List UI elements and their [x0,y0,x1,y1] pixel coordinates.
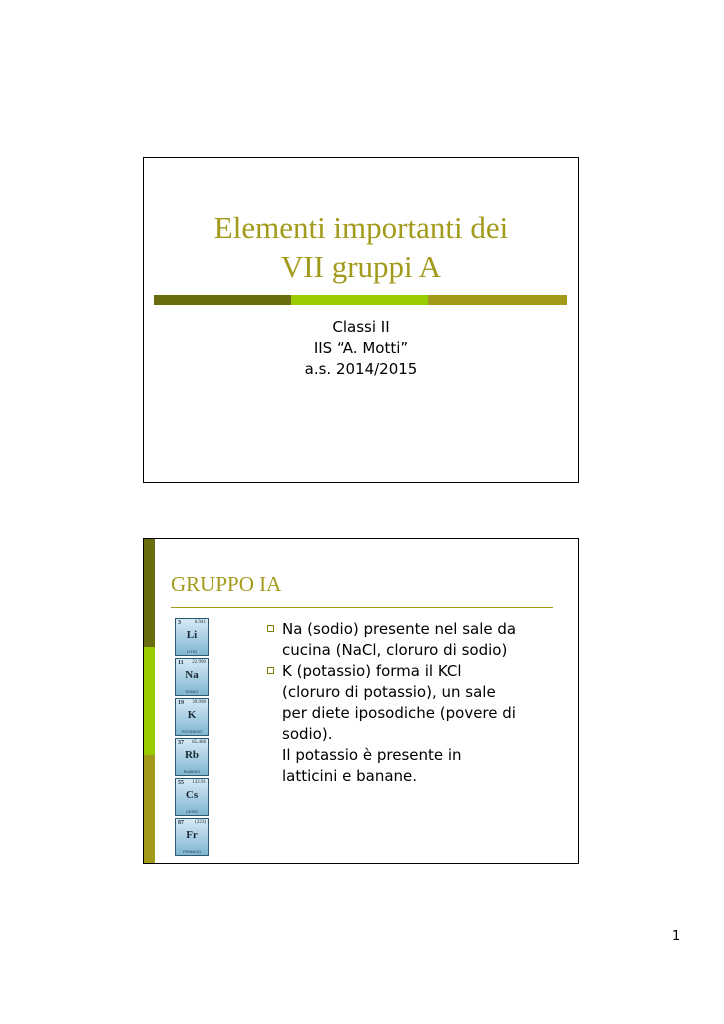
atomic-number: 19 [178,700,184,706]
element-symbol: Na [185,669,199,681]
subtitle-school: IIS “A. Motti” [313,339,409,357]
atomic-mass: 22.990 [192,660,206,665]
slide-2 [143,538,579,864]
bullet-item [265,661,565,787]
element-name: RUBIDIO [183,769,201,774]
bar-segment-olive [428,295,567,305]
title-rule [171,607,553,608]
atomic-mass: 39.098 [192,700,206,705]
subtitle-class: Classi II [332,318,390,336]
bar-segment-dark [154,295,291,305]
bullet-text: Na (sodio) presente nel sale da cucina (NaCl, cloruro di sodio) [282,620,517,659]
element-name: CESIO [185,809,199,814]
square-bullet-icon [267,667,274,674]
atomic-mass: 85.468 [192,740,206,745]
atomic-number: 37 [178,740,184,746]
page-number: 1 [672,929,681,944]
slide-1 [143,157,579,483]
element-tile-cs [175,778,209,816]
atomic-number: 87 [178,820,184,826]
slide-2-sidebar [144,539,155,863]
slide-2-title: GRUPPO IA [171,572,282,596]
bullet-text: K (potassio) forma il KCl (cloruro di potassio), un sale per diete iposodiche (povere di sodio). Il potassio è presente in latticini e banane. [282,662,516,785]
title-line-2: VII gruppi A [280,249,442,284]
element-name: FRANCIO [183,849,201,854]
bar-segment-lime [291,295,428,305]
element-tile-rb [175,738,209,776]
sidebar-segment-olive [144,755,155,863]
element-symbol: Cs [185,789,199,801]
sidebar-segment-dark [144,539,155,647]
subtitle-year: a.s. 2014/2015 [304,360,418,378]
bullet-item [265,619,565,661]
periodic-table-group-1a [175,618,209,858]
element-tile-fr [175,818,209,856]
element-tile-k [175,698,209,736]
atomic-mass: 6.941 [194,620,206,625]
element-symbol: Rb [184,749,200,761]
element-symbol: Li [186,629,198,641]
atomic-number: 55 [178,780,184,786]
square-bullet-icon [267,625,274,632]
bullet-list [265,619,565,787]
element-name: SODIO [185,689,199,694]
sidebar-segment-lime [144,647,155,755]
element-tile-na [175,658,209,696]
title-line-1: Elementi importanti dei [213,210,509,245]
element-symbol: Fr [186,829,198,841]
atomic-mass: (223) [195,820,206,825]
atomic-mass: 132.91 [192,780,206,785]
atomic-number: 3 [178,620,181,626]
slide-1-title [144,208,578,286]
atomic-number: 11 [178,660,184,666]
element-tile-li [175,618,209,656]
element-symbol: K [187,709,197,721]
slide-1-subtitle [144,317,578,380]
title-underline-bar [154,295,567,305]
element-name: POTASSIO [181,729,203,734]
element-name: LITIO [186,649,197,654]
